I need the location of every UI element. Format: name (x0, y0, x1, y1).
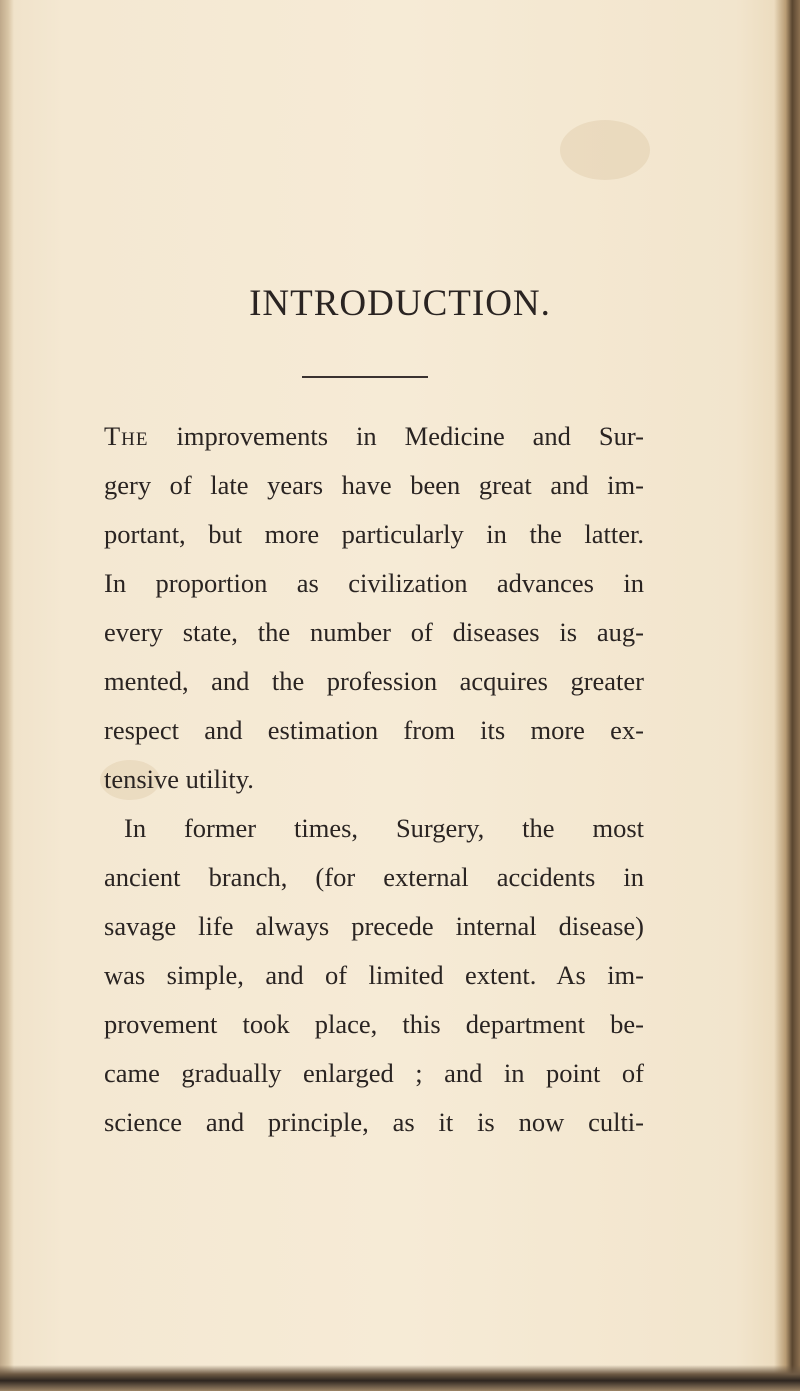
text-line: In former times, Surgery, the most (124, 813, 644, 843)
page-right-edge (774, 0, 800, 1391)
text-line: came gradually enlarged ; and in point of (104, 1058, 644, 1088)
body-text (104, 412, 644, 1147)
text-line: gery of late years have been great and im- (104, 470, 644, 500)
heading-rule (302, 376, 428, 378)
text-line: provement took place, this department be- (104, 1009, 644, 1039)
text-line: respect and estimation from its more ex- (104, 715, 644, 745)
text-line: savage life always precede internal disease) (104, 911, 644, 941)
text-line: every state, the number of diseases is aug- (104, 617, 644, 647)
text-line: mented, and the profession acquires greater (104, 666, 644, 696)
page-left-edge (0, 0, 14, 1391)
page-bottom-edge (0, 1365, 800, 1391)
text-line: In proportion as civilization advances in (104, 568, 644, 598)
text-line: ancient branch, (for external accidents in (104, 862, 644, 892)
chapter-heading: INTRODUCTION. (249, 283, 551, 324)
text-line: The improvements in Medicine and Sur- (104, 421, 645, 451)
paper-stain (560, 120, 650, 180)
lead-word: The (104, 421, 149, 451)
text-line: portant, but more particularly in the latter. (104, 519, 644, 549)
text-line: science and principle, as it is now culti- (104, 1107, 644, 1137)
text-line: was simple, and of limited extent. As im- (104, 960, 644, 990)
text-line: tensive utility. (104, 764, 254, 794)
